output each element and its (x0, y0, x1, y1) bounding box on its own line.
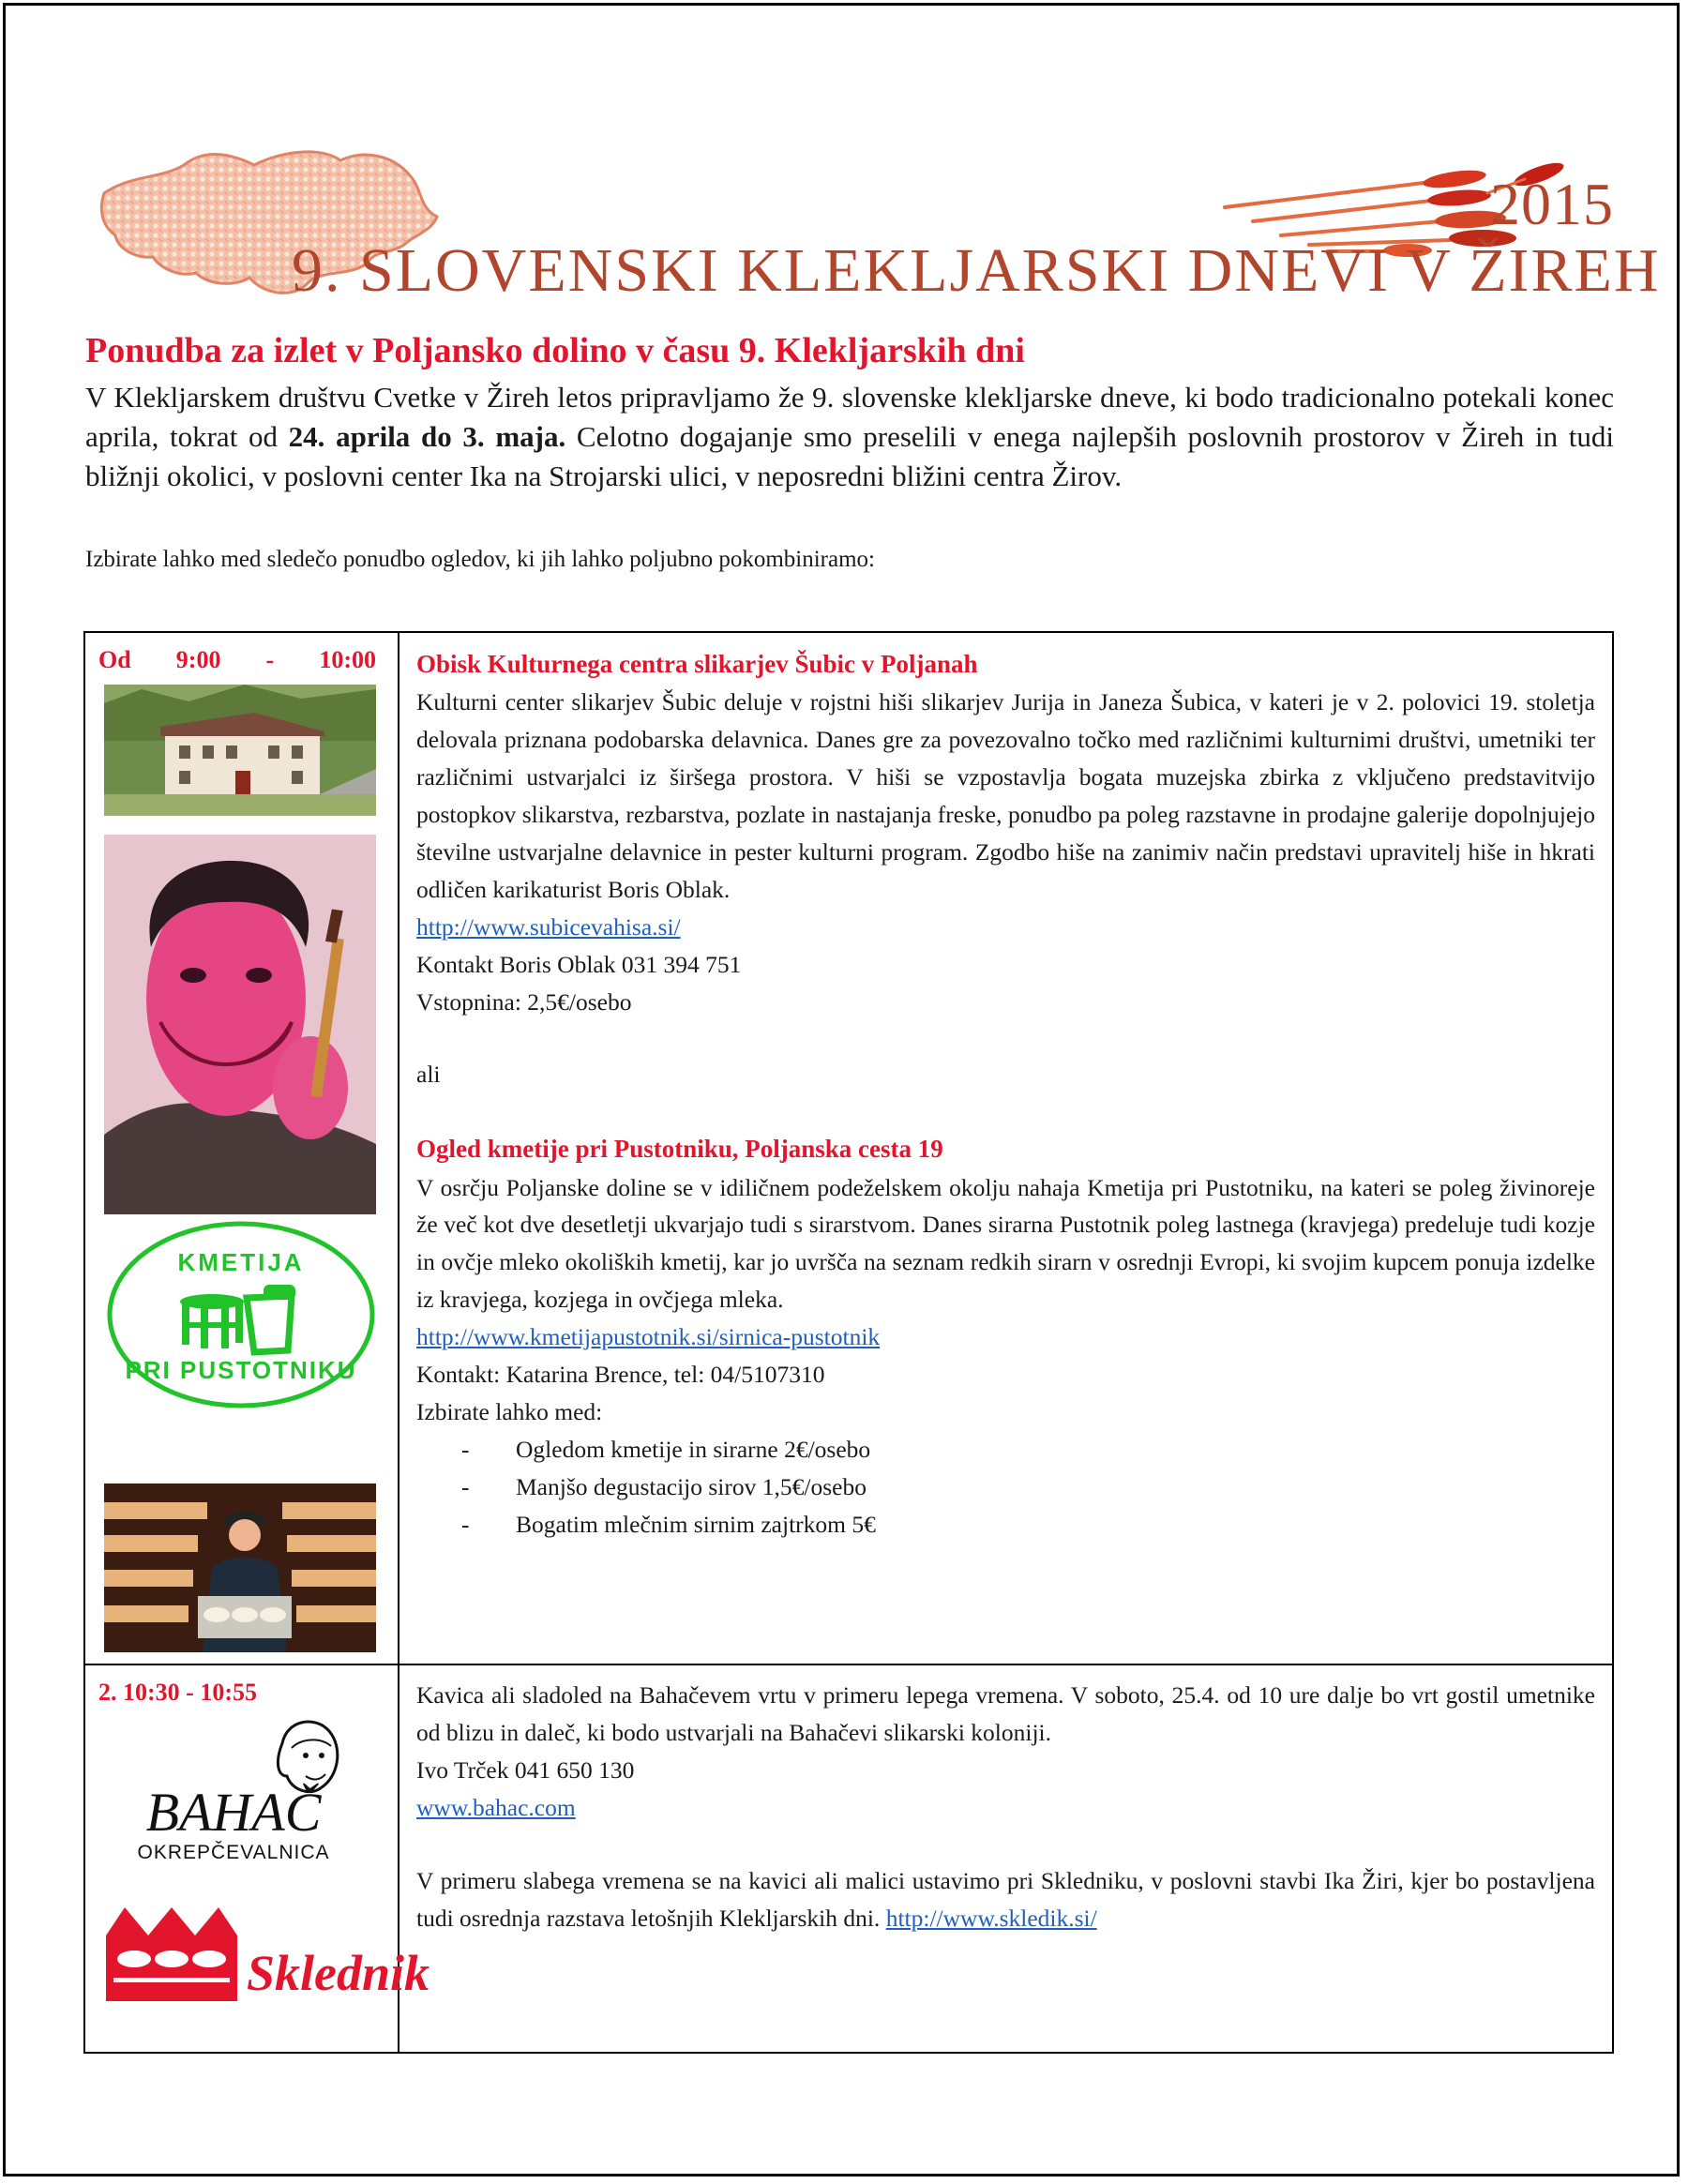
intro-text-part1: V Klekljarskem društvu Cvetke v Žireh letos pripravljamo že 9. slovenske klekljarske dneve, ki bodo tradicionalno potekali konec aprila, tokrat od (85, 380, 1614, 453)
row1-side-column (84, 632, 399, 1664)
pustotnik-heading: Ogled kmetije pri Pustotniku, Poljanska cesta 19 (416, 1135, 943, 1164)
time-end: 10:00 (319, 646, 376, 673)
time-from-label: Od (98, 646, 131, 673)
bahac-text: Kavica ali sladoled na Bahačevem vrtu v primeru lepega vremena. V soboto, 25.4. od 10 ure dalje bo vrt gostil umetnike od blizu in daleč, ki bodo ustvarjali na Bahačevi slikarski koloniji. (416, 1681, 1595, 1746)
pustotnik-farm-logo (104, 1219, 378, 1411)
caricature-portrait (104, 835, 376, 1214)
skled-logo (106, 1898, 430, 2011)
page (3, 3, 1680, 2176)
intro-dates: 24. aprila do 3. maja. (288, 419, 566, 453)
pustotnik-choose-label: Izbirate lahko med: (416, 1398, 603, 1425)
pustotnik-options-list (416, 1431, 1595, 1544)
pustotnik-link[interactable]: http://www.kmetijapustotnik.si/sirnica-pustotnik (416, 1323, 881, 1351)
bahac-logo (113, 1710, 367, 1870)
event-header (95, 137, 1661, 334)
subic-center-link[interactable]: http://www.subicevahisa.si/ (416, 912, 681, 941)
offer-section (85, 329, 1614, 577)
skled-logo-text: Sklednik (247, 1945, 430, 2001)
choose-line: Izbirate lahko med sledečo ponudbo ogledov, ki jih lahko poljubno pokombiniramo: (85, 546, 875, 572)
list-item: - Bogatim mlečnim sirnim zajtrkom 5€ (461, 1510, 876, 1538)
list-item: - Manjšo degustacijo sirov 1,5€/osebo (461, 1472, 867, 1500)
event-title: 9. SLOVENSKI KLEKLJARSKI DNEVI V ŽIREH (292, 236, 1661, 305)
row2-side-column (84, 1664, 430, 2053)
skled-link[interactable]: http://www.skledik.si/ (885, 1904, 1097, 1932)
skled-paragraph (416, 1862, 1595, 1937)
row1-time (98, 646, 376, 674)
offer-heading: Ponudba za izlet v Poljansko dolino v času 9. Klekljarskih dni (85, 331, 1025, 370)
pustotnik-logo-top-text: KMETIJA (177, 1248, 305, 1276)
list-item: - Ogledom kmetije in sirarne 2€/osebo (461, 1435, 871, 1463)
bahac-contact: Ivo Trček 041 650 130 (416, 1755, 635, 1784)
subic-entry-fee: Vstopnina: 2,5€/osebo (416, 987, 632, 1016)
row2-time: 2. 10:30 - 10:55 (98, 1679, 257, 1706)
bahac-logo-text: BAHAČ (145, 1782, 322, 1843)
pustotnik-text: V osrčju Poljanske doline se v idiličnem podeželskem okolju nahaja Kmetija pri Pustotniku, na kateri se poleg živinoreje že več kot dve desetletji ukvarjajo tudi s sirarstvom. Danes sirarna Pustotnik poleg lastnega (kravjega) predeluje tudi kozje in ovčje mleko okoliških kmetij, kar jo uvršča na seznam redkih sirarn v osrednji Evropi, ki svojim kupcem ponuja izdelke iz kravjega, kozjega in ovčjega mleka. (416, 1173, 1595, 1314)
subic-house-photo (104, 685, 376, 816)
time-dash: - (265, 646, 275, 673)
cheese-cellar-photo (104, 1484, 376, 1652)
row2-description (399, 1664, 1613, 2053)
intro-paragraph (85, 378, 1614, 496)
table-row (84, 632, 1613, 1664)
bahac-link[interactable]: www.bahac.com (416, 1793, 576, 1821)
subic-center-heading: Obisk Kulturnega centra slikarjev Šubic v Poljanah (416, 650, 978, 678)
pustotnik-contact: Kontakt: Katarina Brence, tel: 04/5107310 (416, 1361, 825, 1389)
subic-center-text: Kulturni center slikarjev Šubic deluje v rojstni hiši slikarjev Jurija in Janeza Šubica, v kateri je v 2. polovici 19. stoletja delovala priznana podobarska delavnica. Danes gre za povezovalno točko med različnimi kulturnimi društvi, umetniki ter različnimi ustvarjalci iz širšega prostora. V hiši se vzpostavlja bogata muzejska zbirka z vključeno predstavitvijo postopkov slikarstva, rezbarstva, pozlate in nastajanja freske, ponudbo pa poleg razstavne in prodajne galerije dopolnjujejo številne ustvarjalne delavnice in pester kulturni program. Zgodbo hiše na zanimiv način predstavi upravitelj hiše in hkrati odličen karikaturist Boris Oblak. (416, 688, 1595, 903)
time-start: 9:00 (175, 646, 221, 673)
subic-contact: Kontakt Boris Oblak 031 394 751 (416, 950, 742, 978)
skled-text: V primeru slabega vremena se na kavici ali malici ustavimo pri Skledniku, v poslovni stavbi Ika Žiri, kjer bo postavljena tudi osrednja razstava letošnjih Klekljarskih dni. (416, 1866, 1595, 1932)
pustotnik-logo-bottom-text: PRI PUSTOTNIKU (125, 1356, 357, 1384)
bahac-logo-subtitle: OKREPČEVALNICA (137, 1842, 330, 1863)
event-year: 2015 (1490, 171, 1614, 237)
intro-text-part2: Celotno dogajanje smo preselili v enega najlepših poslovnih prostorov v Žireh in tudi bližnji okolici, v poslovni center Ika na Strojarski ulici, v neposredni bližini centra Žirov. (85, 419, 1614, 492)
or-separator: ali (416, 1061, 441, 1089)
tours-table (83, 631, 1614, 2054)
row1-description (399, 632, 1613, 1664)
table-row (84, 1664, 1613, 2053)
